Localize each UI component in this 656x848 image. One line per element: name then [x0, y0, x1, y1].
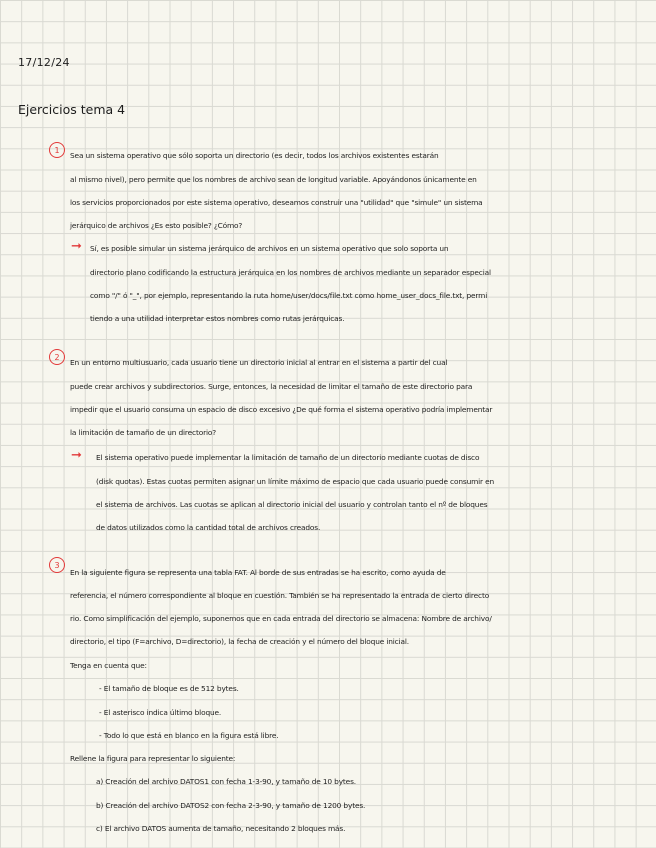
exercise-2-line: la limitación de tamaño de un directorio? — [70, 428, 217, 437]
exercise-3-line: directorio, el tipo (F=archivo, D=directorio), la fecha de creación y el número del bloque inicial. — [70, 637, 409, 646]
page-date: 17/12/24 — [18, 56, 70, 69]
task-item-c: c) El archivo DATOS aumenta de tamaño, necesitando 2 bloques más. — [96, 824, 346, 833]
task-item-b: b) Creación del archivo DATOS2 con fecha 2-3-90, y tamaño de 1200 bytes. — [96, 801, 366, 810]
exercise-2-line: En un entorno multiusuario, cada usuario tiene un directorio inicial al entrar en el sistema a partir del cual — [70, 358, 448, 367]
task-item-a: a) Creación del archivo DATOS1 con fecha 1-3-90, y tamaño de 10 bytes. — [96, 777, 356, 786]
answer-2-line: El sistema operativo puede implementar la limitación de tamaño de un directorio mediante cuotas de disco — [96, 453, 480, 462]
answer-2-line: (disk quotas). Estas cuotas permiten asignar un límite máximo de espacio que cada usuario puede consumir en — [96, 477, 495, 486]
answer-1-line: tiendo a una utilidad interpretar estos nombres como rutas jerárquicas. — [90, 314, 345, 323]
note-item: - El tamaño de bloque es de 512 bytes. — [99, 684, 239, 693]
exercise-3-line: referencia, el número correspondiente al bloque en cuestión. También se ha representado la entrada de cierto directo — [70, 591, 490, 600]
exercise-number-2: 2 — [49, 349, 65, 365]
note-item: - El asterisco indica último bloque. — [99, 708, 222, 717]
exercise-2-line: puede crear archivos y subdirectorios. Surge, entonces, la necesidad de limitar el tamaño de este directorio para — [70, 382, 473, 391]
answer-2-line: de datos utilizados como la cantidad total de archivos creados. — [96, 523, 321, 532]
exercise-1-line: los servicios proporcionados por este sistema operativo, deseamos construir una "utilidad" que "simule" un sistema — [70, 198, 483, 207]
answer-1-line: Sí, es posible simular un sistema jerárquico de archivos en un sistema operativo que solo soporta un — [90, 244, 449, 253]
exercise-3-line: En la siguiente figura se representa una tabla FAT. Al borde de sus entradas se ha escrito, como ayuda de — [70, 568, 446, 577]
exercise-1-line: jerárquico de archivos ¿Es esto posible? ¿Cómo? — [70, 221, 243, 230]
answer-1-line: directorio plano codificando la estructura jerárquica en los nombres de archivos mediante un separador especial — [90, 268, 491, 277]
exercise-1-line: Sea un sistema operativo que sólo soporta un directorio (es decir, todos los archivos existentes estarán — [70, 151, 439, 160]
page-title: Ejercicios tema 4 — [18, 102, 126, 117]
right-arrow-icon: ➞ — [71, 239, 82, 254]
exercise-3-line: rio. Como simplificación del ejemplo, suponemos que en cada entrada del directorio se almacena: Nombre de archivo/ — [70, 614, 492, 623]
exercise-number-1: 1 — [49, 142, 65, 158]
exercise-3-line: Tenga en cuenta que: — [70, 661, 147, 670]
fill-instruction: Rellene la figura para representar lo siguiente: — [70, 754, 236, 763]
exercise-1-line: al mismo nivel), pero permite que los nombres de archivo sean de longitud variable. Apoyándonos únicamente en — [70, 175, 477, 184]
answer-2-line: el sistema de archivos. Las cuotas se aplican al directorio inicial del usuario y controlan tanto el nº de bloques — [96, 500, 488, 509]
exercise-number-3: 3 — [49, 557, 65, 573]
answer-1-line: como "/" ó "_", por ejemplo, representando la ruta home/user/docs/file.txt como home_user_docs_file.txt, permi — [90, 291, 488, 300]
note-item: - Todo lo que está en blanco en la figura está libre. — [99, 731, 279, 740]
exercise-2-line: impedir que el usuario consuma un espacio de disco excesivo ¿De qué forma el sistema operativo podría implementar — [70, 405, 493, 414]
right-arrow-icon: ➞ — [71, 448, 82, 463]
